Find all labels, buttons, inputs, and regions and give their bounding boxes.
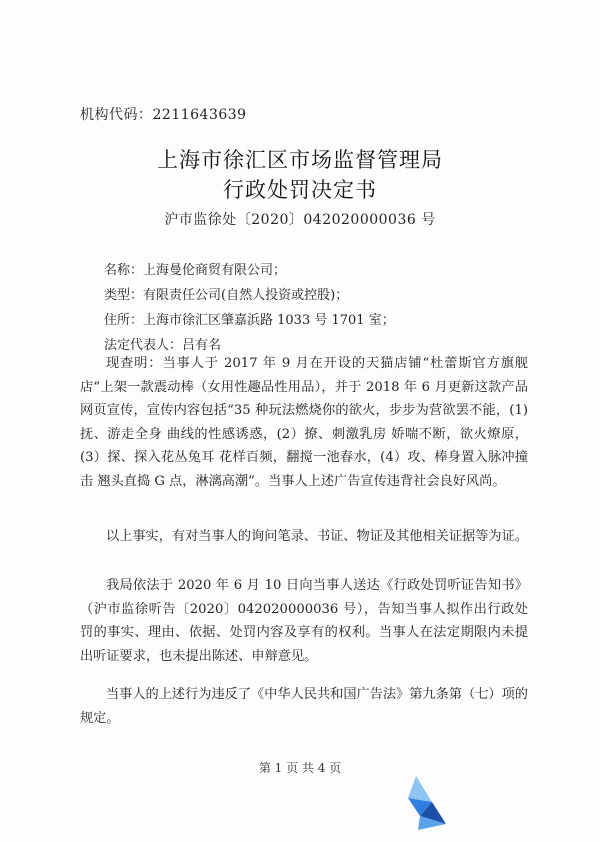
facts-paragraph: 现查明：当事人于 2017 年 9 月在开设的天猫店铺“杜蕾斯官方旗舰店”上架一款震动棒（女用性趣品性用品），并于 2018 年 6 月更新这款产品网页宣传，宣传内容包括“35 种玩法燃烧你的欲火，步步为营欲罢不能，(1)抚、游走全身 曲线的性感诱惑，(2）撩、刺激乳房 娇喘不断，欲火燎原，(3）探、探入花丛兔耳 花样百频，翻搅一池春水，(4）攻、棒身置入脉冲撞击 翘头直捣 G 点，淋漓高潮”。当事人上述广告宣传违背社会良好风尚。 [80,356,528,489]
party-address: 住所：上海市徐汇区肇嘉浜路 1033 号 1701 室； [104,313,395,328]
watermark-logo-icon [398,772,450,832]
party-legal-representative: 法定代表人：吕有名 [104,338,222,353]
org-code: 机构代码：2211643639 [80,107,247,123]
party-type: 类型：有限责任公司(自然人投资或控股)； [104,288,349,303]
evidence-paragraph: 以上事实，有对当事人的询问笔录、书证、物证及其他相关证据等为证。 [106,529,528,544]
document-number: 沪市监徐处〔2020〕042020000036 号 [164,212,436,228]
document-type-title: 行政处罚决定书 [223,178,377,202]
document-issuer-title: 上海市徐汇区市场监督管理局 [157,148,443,172]
page-indicator: 第 1 页 共 4 页 [258,761,342,775]
logo-facet-top [408,776,432,802]
violation-paragraph: 当事人的上述行为违反了《中华人民共和国广告法》第九条第（七）项的规定。 [80,687,528,726]
party-name: 名称：上海曼伦商贸有限公司； [104,263,287,278]
notice-paragraph: 我局依法于 2020 年 6 月 10 日向当事人送达《行政处罚听证告知书》（沪市监徐听告〔2020〕042020000036 号），告知当事人拟作出行政处罚的事实、理由、依据、处罚内容及享有的权利。当事人在法定期限内未提出听证要求，也未提出陈述、申辩意见。 [80,578,528,664]
